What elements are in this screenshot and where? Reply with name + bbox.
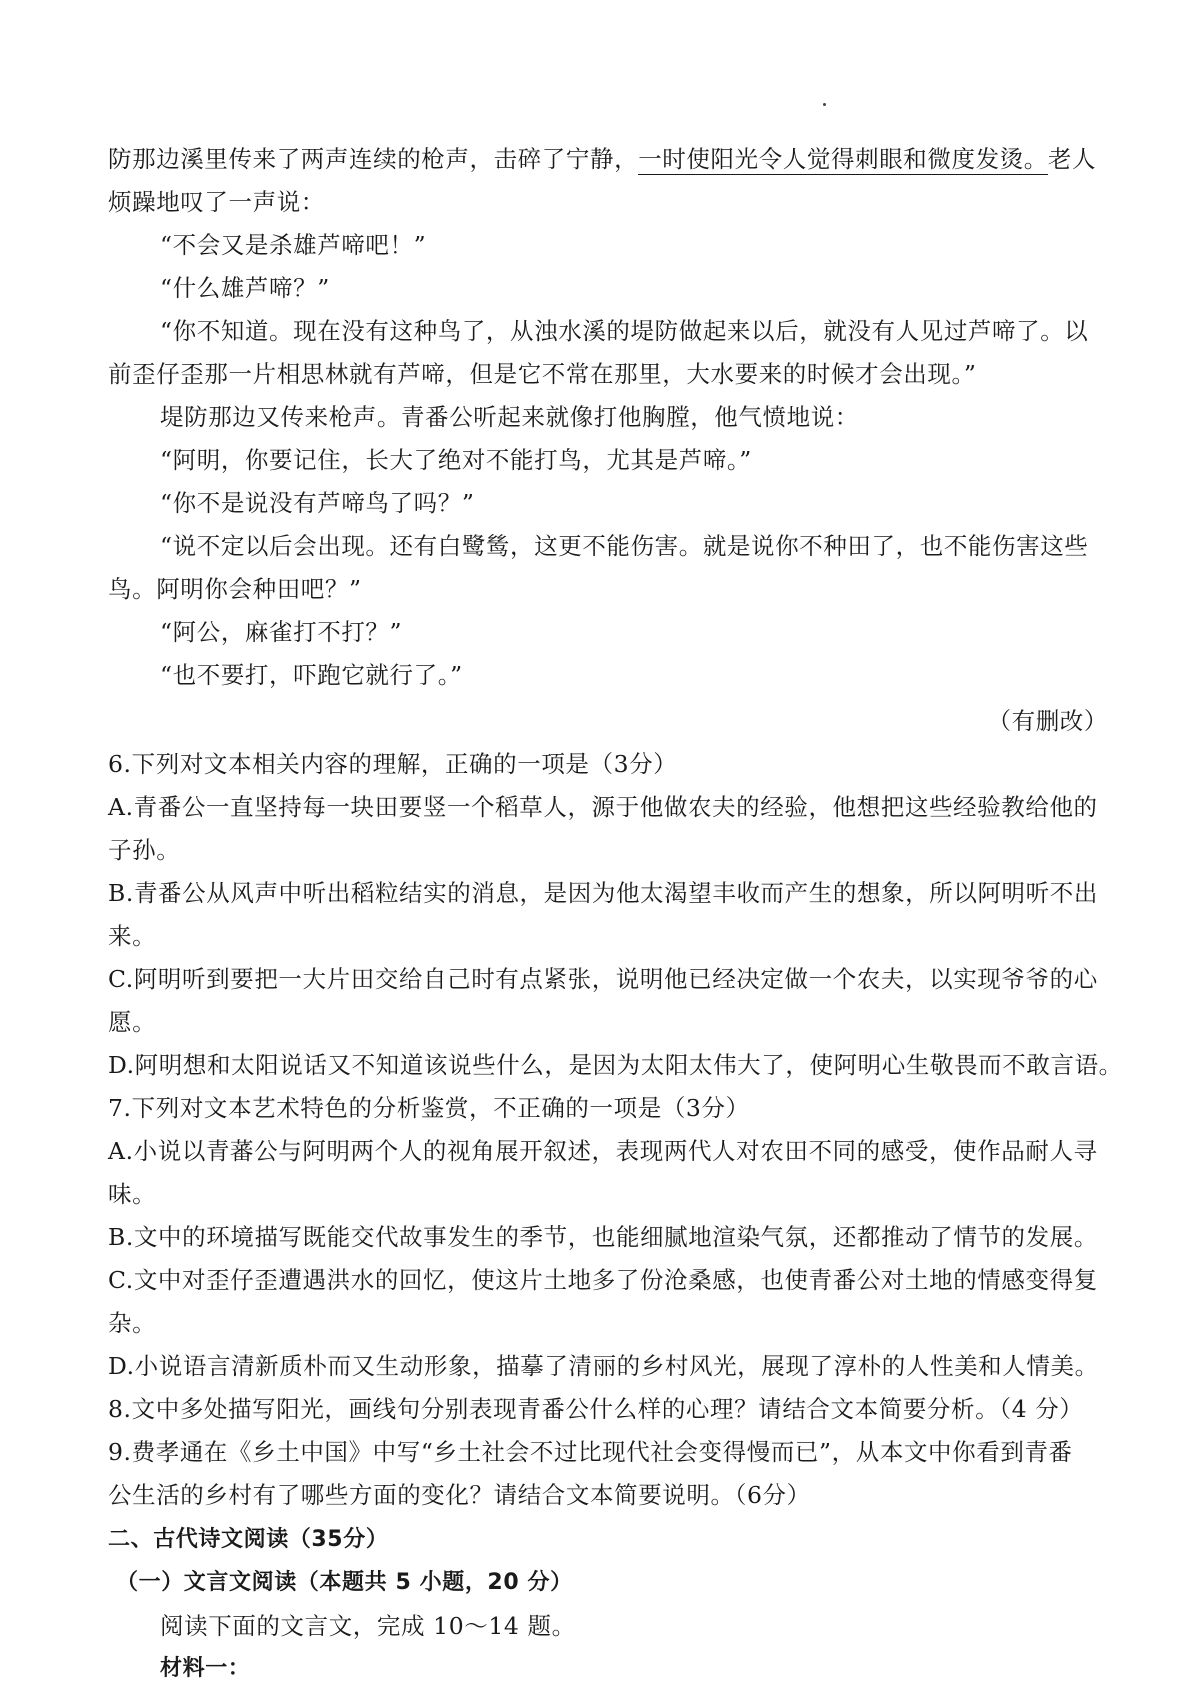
q6-option-d: D.阿明想和太阳说话又不知道该说些什么，是因为太阳太伟大了，使阿明心生敬畏而不敢言语。: [108, 1051, 1123, 1079]
story-line-5: “你不知道。现在没有这种鸟了，从浊水溪的堤防做起来以后，就没有人见过芦啼了。以: [160, 317, 1089, 345]
story-line-7: 堤防那边又传来枪声。青番公听起来就像打他胸膛，他气愤地说：: [160, 403, 859, 431]
q6-option-a-line1: A.青番公一直坚持每一块田要竖一个稻草人，源于他做农夫的经验，他想把这些经验教给他的: [108, 793, 1098, 821]
q6-option-b-line1: B.青番公从风声中听出稻粒结实的消息，是因为他太渴望丰收而产生的想象，所以阿明听不出: [108, 879, 1098, 907]
q6-option-c-line2: 愿。: [108, 1008, 157, 1036]
section-2-title: 二、古代诗文阅读（35分）: [108, 1527, 389, 1552]
q7-option-a-line2: 味。: [108, 1180, 157, 1208]
q7-option-d: D.小说语言清新质朴而又生动形象，描摹了清丽的乡村风光，展现了淳朴的人性美和人情美。: [108, 1352, 1099, 1380]
q6-option-b-line2: 来。: [108, 922, 157, 950]
story-line-8: “阿明，你要记住，长大了绝对不能打鸟，尤其是芦啼。”: [160, 446, 752, 474]
story-line-13: “也不要打，吓跑它就行了。”: [160, 661, 463, 689]
story-line-2: 烦躁地叹了一声说：: [108, 188, 325, 216]
story-line-4: “什么雄芦啼？”: [160, 274, 330, 302]
material-1-label: 材料一：: [160, 1656, 251, 1681]
reading-instruction: 阅读下面的文言文，完成 10～14 题。: [160, 1612, 576, 1640]
story-line-10: “说不定以后会出现。还有白鹭鸶，这更不能伤害。就是说你不种田了，也不能伤害这些: [160, 532, 1089, 560]
question-8: 8.文中多处描写阳光，画线句分别表现青番公什么样的心理？请结合文本简要分析。（4 分）: [108, 1395, 1084, 1423]
underlined-sentence: 一时使阳光令人觉得刺眼和微度发烫。: [638, 145, 1048, 173]
story-line-11: 鸟。阿明你会种田吧？”: [108, 575, 362, 603]
scan-speck: [823, 103, 826, 106]
edit-note: （有删改）: [987, 707, 1108, 735]
q7-option-b: B.文中的环境描写既能交代故事发生的季节，也能细腻地渲染气氛，还都推动了情节的发展。: [108, 1223, 1098, 1251]
q7-option-a-line1: A.小说以青蕃公与阿明两个人的视角展开叙述，表现两代人对农田不同的感受，使作品耐人寻: [108, 1137, 1098, 1165]
story-line-9: “你不是说没有芦啼鸟了吗？”: [160, 489, 475, 517]
question-9-line2: 公生活的乡村有了哪些方面的变化？请结合文本简要说明。（6分）: [108, 1481, 811, 1509]
question-9-line1: 9.费孝通在《乡土中国》中写“乡土社会不过比现代社会变得慢而已”，从本文中你看到青番: [108, 1438, 1073, 1466]
story-line-12: “阿公，麻雀打不打？”: [160, 618, 403, 646]
subsection-title: （一）文言文阅读（本题共 5 小题，20 分）: [116, 1570, 573, 1595]
q6-option-c-line1: C.阿明听到要把一大片田交给自己时有点紧张，说明他已经决定做一个农夫，以实现爷爷的心: [108, 965, 1098, 993]
story-line-1: 防那边溪里传来了两声连续的枪声，击碎了宁静，一时使阳光令人觉得刺眼和微度发烫。老人: [108, 145, 1097, 173]
story-line-3: “不会又是杀雄芦啼吧！”: [160, 231, 427, 259]
q6-option-a-line2: 子孙。: [108, 836, 181, 864]
story-line-6: 前歪仔歪那一片相思林就有芦啼，但是它不常在那里，大水要来的时候才会出现。”: [108, 360, 977, 388]
q7-option-c-line1: C.文中对歪仔歪遭遇洪水的回忆，使这片土地多了份沧桑感，也使青番公对土地的情感变得复: [108, 1266, 1098, 1294]
question-6: 6.下列对文本相关内容的理解，正确的一项是（3分）: [108, 750, 678, 778]
q7-option-c-line2: 杂。: [108, 1309, 157, 1337]
question-7: 7.下列对文本艺术特色的分析鉴赏，不正确的一项是（3分）: [108, 1094, 750, 1122]
